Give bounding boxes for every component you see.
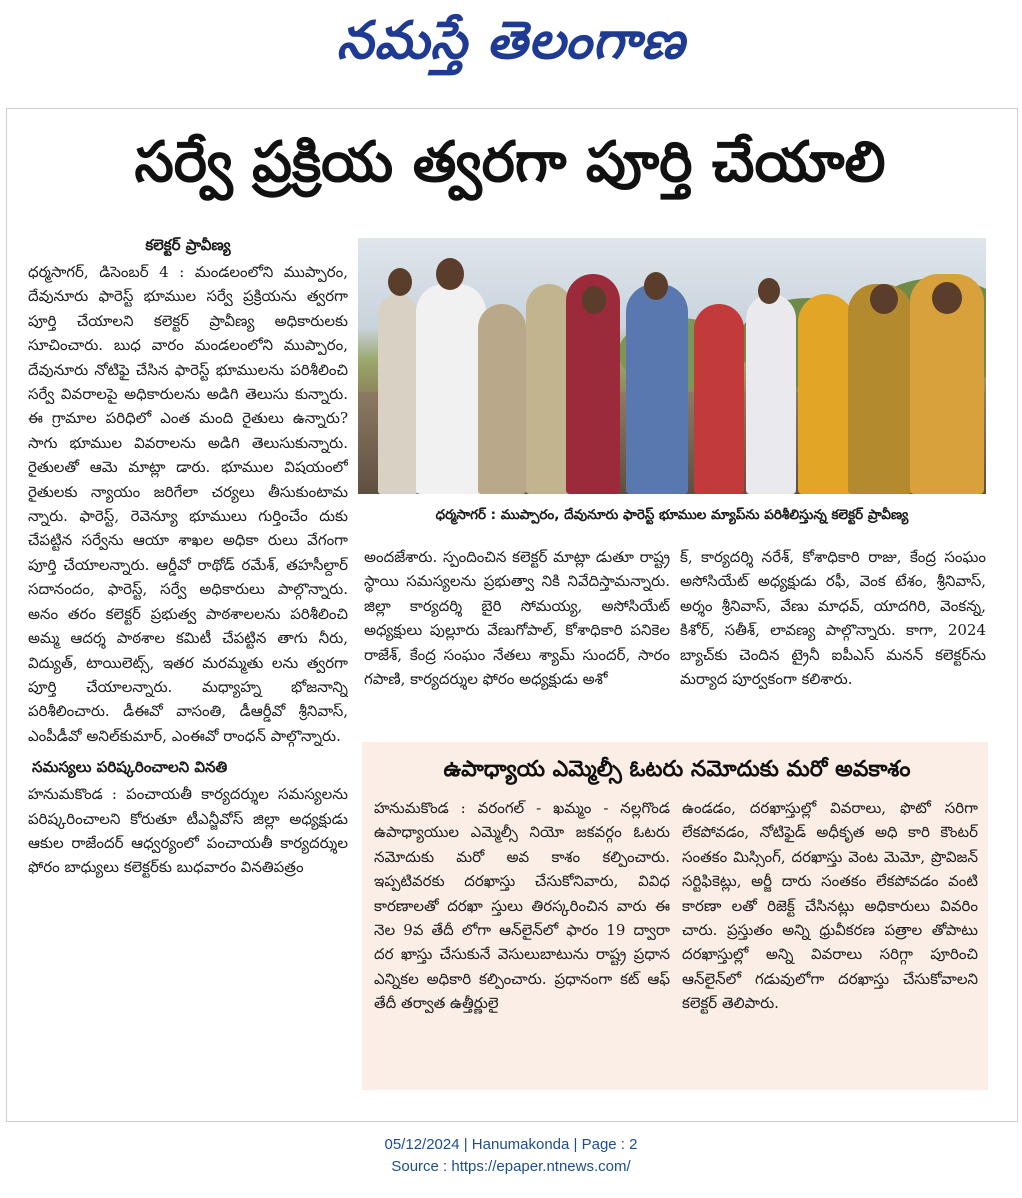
box-story-title: ఉపాధ్యాయ ఎమ్మెల్సీ ఓటరు నమోదుకు మరో అవకాశం (443, 757, 911, 782)
photo-caption: ధర్మసాగర్ : ముప్పారం, దేవునూరు ఫారెస్ట్ భూముల మ్యాప్‌ను పరిశీలిస్తున్న కలెక్టర్ ప్రావీణ్య (435, 507, 909, 523)
side-story-column-2 (364, 545, 670, 735)
footer-edition-info: 05/12/2024 | Hanumakonda | Page : 2 (384, 1136, 638, 1153)
article-headline: సర్వే ప్రక్రియ త్వరగా పూర్తి చేయాలి (134, 130, 886, 195)
article-column-1 (28, 234, 348, 1102)
masthead-title: నమస్తే తెలంగాణ (336, 10, 686, 71)
masthead (0, 6, 1022, 76)
footer-source-link[interactable]: Source : https://epaper.ntnews.com/ (391, 1158, 631, 1175)
box-story-body-2: ఉండడం, దరఖాస్తుల్లో వివరాలు, ఫొటో సరిగా లేకపోవడం, నోటిఫైడ్ అధీకృత అధి కారి కౌంటర్ సంతకం మిస్సింగ్, దరఖాస్తు వెంట మెమో, ప్రొవిజన్ సర్టిఫికెట్లు, అర్జీ దారు సంతకం లేకపోవడం వంటి కారణా లతో రిజెక్ట్ చేసినట్లు అధికారులు వివరిం చారు. ప్రస్తుతం అన్ని ధ్రువీకరణ పత్రాల తోపాటు దరఖాస్తుల్లో అన్ని వివరాలు సరిగ్గా పూరించి ఆన్‌లైన్‌లో గడువులోగా దరఖాస్తు చేసుకోవాలని కలెక్టర్ తెలిపారు. (682, 799, 978, 1013)
footer (0, 1134, 1022, 1178)
news-photo (358, 238, 986, 494)
side-story-body-1: హనుమకొండ : పంచాయతీ కార్యదర్శుల సమస్యలను పరిష్కరించాలని కోరుతూ టీఎన్జీవోస్ జిల్లా అధ్యక్షుడు ఆకుల రాజేందర్ ఆధ్వర్యంలో పంచాయతీ కార్యదర్శుల ఫోరం బాధ్యులు కలెక్టర్‌కు బుధవారం వినతిపత్రం (28, 785, 348, 877)
article-byline: కలెక్టర్ ప్రావీణ్య (145, 236, 231, 254)
box-story-column-1 (374, 796, 670, 1086)
box-story-column-2 (682, 796, 978, 1086)
box-story-body-1: హనుమకొండ : వరంగల్ - ఖమ్మం - నల్లగొండ ఉపాధ్యాయుల ఎమ్మెల్సీ నియో జకవర్గం ఓటరు నమోదుకు మరో అవ కాశం కల్పించారు. ఇప్పటివరకు దరఖాస్తు చేసుకోనివారు, వివిధ కారణాలతో దరఖా స్తులు తిరస్కరించిన వారు ఈ నెల 9వ తేదీ లోగా ఆన్‌లైన్‌లో ఫారం 19 ద్వారా దర ఖాస్తు చేసుకునే వెసులుబాటును రాష్ట్ర ప్రధాన ఎన్నికల అధికారి కల్పించారు. ప్రధానంగా కట్ ఆఫ్ తేదీ తర్వాత ఉత్తీర్ణులై (374, 799, 670, 1013)
side-story-column-3 (680, 545, 986, 735)
side-story-body-2: అందజేశారు. స్పందించిన కలెక్టర్ మాట్లా డుతూ రాష్ట్ర స్థాయి సమస్యలను ప్రభుత్వా నికి నివేదిస్తామన్నారు. జిల్లా కార్యదర్శి బైరి సోమయ్య, అసోసియేట్ అధ్యక్షులు పుల్లూరు వేణుగోపాల్, కోశాధికారి పనికెల రాజేశ్, కేంద్ర సంఘం నేతలు శ్యామ్ సుందర్, సారం గపాణి, కార్యదర్శుల ఫోరం అధ్యక్షుడు అశో (364, 548, 670, 689)
article-body: ధర్మసాగర్, డిసెంబర్ 4 : మండలంలోని ముప్పారం, దేవునూరు ఫారెస్ట్ భూముల సర్వే ప్రక్రియను త్వరగా పూర్తి చేయాలని కలెక్టర్ ప్రావీణ్య అధికారులకు సూచించారు. బుధ వారం మండలంలోని ముప్పారం, దేవునూరు నోటిఫై చేసిన ఫారెస్ట్ భూములను పరిశీలించి సర్వే వివరాలపై అధికారులను అడిగి తెలుసు కున్నారు. ఈ గ్రామాల పరిధిలో ఎంత మంది రైతులు ఉన్నారు? సాగు భూముల వివరాలను అడిగి తెలుసుకున్నారు. రైతులతో ఆమె మాట్లా డారు. భూముల విషయంలో రైతులకు న్యాయం జరిగేలా చర్యలు తీసుకుంటామ న్నారు. ఫారెస్ట్, రెవెన్యూ భూములు గుర్తించేం దుకు చేపట్టిన సర్వేను ఆయా శాఖల అధికా రులు వేగంగా పూర్తి చేయాలన్నారు. ఆర్డీవో రాథోడ్ రమేశ్, తహసీల్దార్ సదానందం, ఫారెస్ట్, సర్వే అధికారులు పాల్గొన్నారు. అనం తరం కలెక్టర్ ప్రభుత్వ పాఠశాలలను పరిశీలించి అమ్మ ఆదర్శ పాఠశాల కమిటీ చేపట్టిన తాగు నీరు, విద్యుత్, టాయిలెట్స్, ఇతర మరమ్మతు లను త్వరగా పూర్తి చేయాలన్నారు. మధ్యాహ్న భోజనాన్ని పరిశీలించారు. డీఈవో వాసంతి, డీఆర్డీవో శ్రీనివాస్, ఎంపీడీవో అనిల్‌కుమార్, ఎంఈవో రాంధన్ పాల్గొన్నారు. (28, 263, 348, 745)
side-story-subhead: సమస్యలు పరిష్కరించాలని వినతి (32, 758, 228, 777)
side-story-body-3: క్, కార్యదర్శి నరేశ్, కోశాధికారి రాజు, కేంద్ర సంఘం అసోసియేట్ అధ్యక్షుడు రఫీ, వెంక టేశం, శ్రీనివాస్, అర్శం శ్రీనివాస్, వేణు మాధవ్, యాదగిరి, వెంకన్న, కిశోర్, సతీశ్, లావణ్య పాల్గొన్నారు. కాగా, 2024 బ్యాచ్‌కు చెందిన ట్రైనీ ఐపీఎస్ మనన్ కలెక్టర్‌ను మర్యాద పూర్వకంగా కలిశారు. (680, 548, 986, 689)
